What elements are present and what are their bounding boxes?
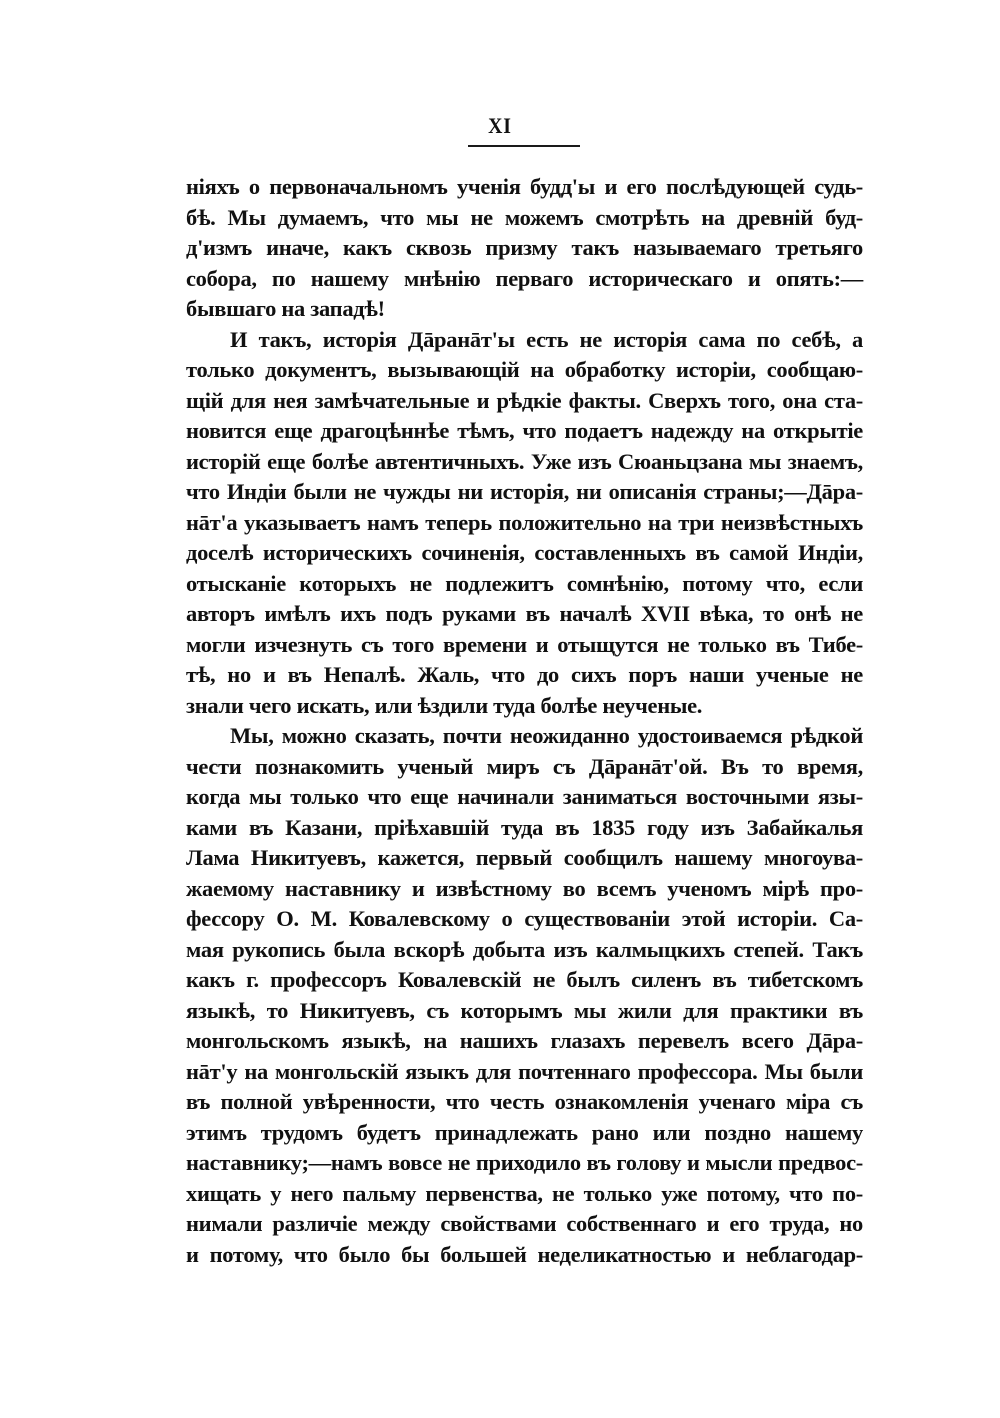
text-line: нāт'а указываетъ намъ теперь положительно на три неизвѣстныхъ [186, 509, 863, 535]
text-line: ніяхъ о первоначальномъ ученія будд'ы и его послѣдующей судь- [186, 174, 863, 199]
text-line: Лама Никитуевъ, кажется, первый сообщилъ нашему многоува- [186, 845, 863, 870]
header-rule [468, 145, 580, 147]
text-line: жаемому наставнику и извѣстному во всемъ ученомъ мірѣ про- [186, 875, 863, 901]
text-line: монгольскомъ языкѣ, на нашихъ глазахъ перевелъ всего Дāра- [186, 1028, 863, 1053]
text-line: мая рукопись была вскорѣ добыта изъ калмыцкихъ степей. Такъ [186, 936, 863, 962]
paragraph-2 [186, 325, 863, 722]
text-line: новится еще драгоцѣннѣе тѣмъ, что подаетъ надежду на открытіе [186, 418, 863, 443]
text-line: языкѣ, то Никитуевъ, съ которымъ мы жили для практики въ [186, 997, 863, 1023]
text-line: могли изчезнуть съ того времени и отыщутся не только въ Тибе- [186, 631, 863, 657]
text-line: когда мы только что еще начинали заниматься восточными язы- [186, 784, 863, 809]
text-line: нāт'у на монгольскій языкъ для почтеннаго профессора. Мы были [186, 1058, 863, 1084]
text-line: нимали различіе между свойствами собственнаго и его труда, но [186, 1211, 863, 1236]
text-line: собора, по нашему мнѣнію перваго историческаго и опять:— [186, 265, 863, 291]
text-body [186, 172, 863, 1270]
text-line: ками въ Казани, пріѣхавшій туда въ 1835 году изъ Забайкалья [186, 814, 863, 840]
text-line: авторъ имѣлъ ихъ подъ руками въ началѣ XVII вѣка, то онѣ не [186, 601, 863, 626]
text-line: чести познакомить ученый миръ съ Дāранāт'ой. Въ то время, [186, 753, 863, 779]
text-line: щій для нея замѣчательные и рѣдкіе факты. Сверхъ того, она ста- [186, 387, 863, 413]
text-line: бѣ. Мы думаемъ, что мы не можемъ смотрѣть на древній буд- [186, 204, 863, 230]
text-line: И такъ, исторія Дāранāт'ы есть не исторія сама по себѣ, а [230, 326, 863, 352]
text-line: бывшаго на западѣ! [186, 296, 385, 321]
text-line: знали чего искать, или ѣздили туда болѣе неученые. [186, 692, 703, 718]
text-line: д'измъ иначе, какъ сквозь призму такъ называемаго третьяго [186, 235, 863, 260]
text-line: въ полной увѣренности, что честь ознакомленія ученаго міра съ [186, 1089, 863, 1114]
text-line: хищать у него пальму первенства, не только уже потому, что по- [186, 1180, 863, 1206]
text-line: доселѣ историческихъ сочиненія, составленныхъ въ самой Индіи, [186, 540, 863, 565]
text-line: наставнику;—намъ вовсе не приходило въ голову и мысли предвос- [186, 1150, 863, 1175]
text-line: что Индіи были не чужды ни исторія, ни описанія страны;—Дāра- [186, 479, 863, 504]
text-line: тѣ, но и въ Непалѣ. Жаль, что до сихъ поръ наши ученые не [186, 662, 863, 687]
page-number: XI [488, 113, 512, 138]
text-line: Мы, можно сказать, почти неожиданно удостоиваемся рѣдкой [230, 723, 863, 748]
paragraph-1 [186, 172, 863, 325]
text-line: фессору О. М. Ковалевскому о существованіи этой исторіи. Са- [186, 906, 863, 931]
text-line: отысканіе которыхъ не подлежитъ сомнѣнію, потому что, если [186, 570, 863, 596]
text-line: какъ г. профессоръ Ковалевскій не былъ силенъ въ тибетскомъ [186, 967, 863, 992]
text-line: и потому, что было бы большей неделикатностью и неблагодар- [186, 1241, 863, 1267]
paragraph-3 [186, 721, 863, 1270]
text-line: только документъ, вызывающій на обработку исторіи, сообщаю- [186, 357, 863, 382]
text-line: этимъ трудомъ будетъ принадлежать рано или поздно нашему [186, 1119, 863, 1145]
text-line: исторій еще болѣе автентичныхъ. Уже изъ Сюаньцзана мы знаемъ, [186, 448, 863, 474]
